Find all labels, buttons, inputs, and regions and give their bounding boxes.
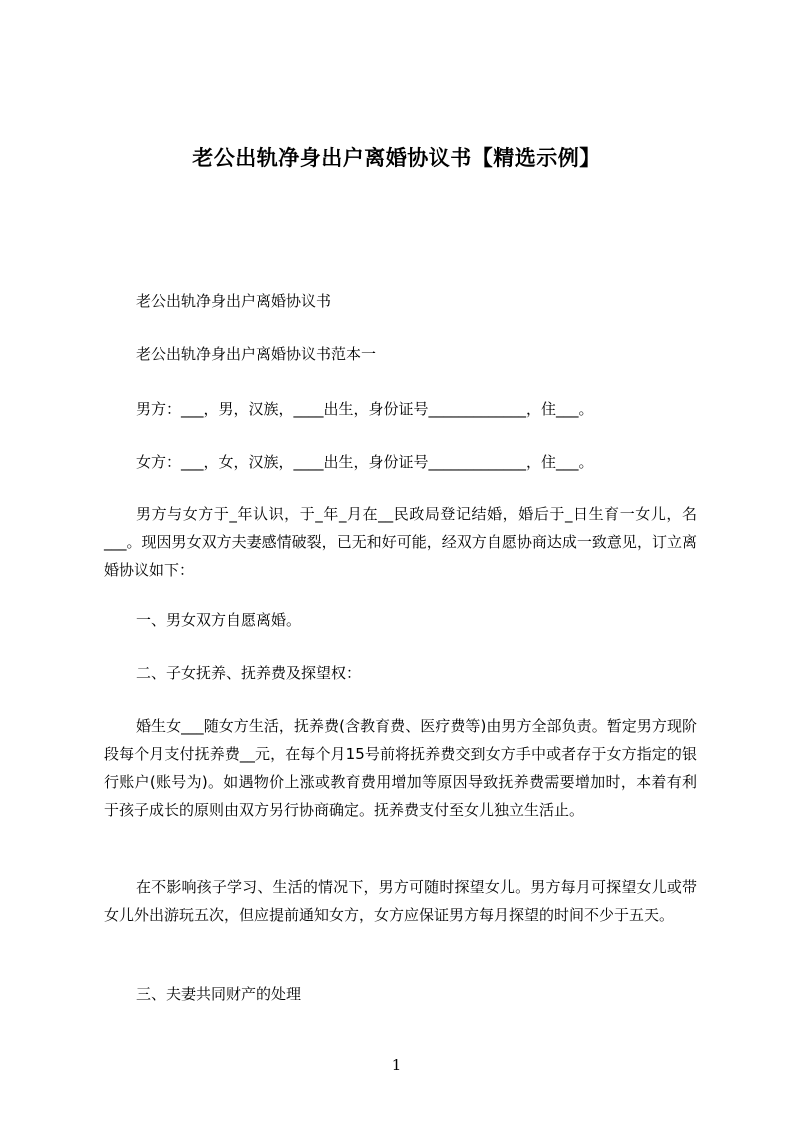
section-two-heading: 二、子女抚养、抚养费及探望权：: [136, 664, 362, 682]
document-title: 老公出轨净身出户离婚协议书【精选示例】: [192, 146, 601, 170]
page-number: 1: [391, 1056, 402, 1074]
custody-paragraph: 婚生女___随女方生活，抚养费(含教育费、医疗费等)由男方全部负责。暂定男方现阶段每个月支付抚养费__元，在每个月15号前将抚养费交到女方手中或者存于女方指定的银行账户(账号为)。如遇物价上涨或教育费用增加等原因导致抚养费需要增加时，本着有利于孩子成长的原则由双方另行协商确定。抚养费支付至女儿独立生活止。: [104, 717, 697, 819]
section-one-heading: 一、男女双方自愿离婚。: [136, 611, 302, 629]
sample-heading: 老公出轨净身出户离婚协议书范本一: [136, 345, 377, 363]
agreement-heading: 老公出轨净身出户离婚协议书: [136, 292, 332, 310]
section-three-heading: 三、夫妻共同财产的处理: [136, 985, 302, 1003]
female-party-line: 女方：___，女，汉族，____出生，身份证号_____________，住___。: [136, 453, 594, 471]
visitation-paragraph: 在不影响孩子学习、生活的情况下，男方可随时探望女儿。男方每月可探望女儿或带女儿外出游玩五次，但应提前通知女方，女方应保证男方每月探望的时间不少于五天。: [104, 878, 697, 924]
male-party-line: 男方：___，男，汉族，____出生，身份证号_____________，住___。: [136, 400, 594, 418]
intro-paragraph: 男方与女方于_年认识，于_年_月在__民政局登记结婚，婚后于_日生育一女儿，名___。现因男女双方夫妻感情破裂，已无和好可能，经双方自愿协商达成一致意见，订立离婚协议如下：: [104, 505, 697, 579]
